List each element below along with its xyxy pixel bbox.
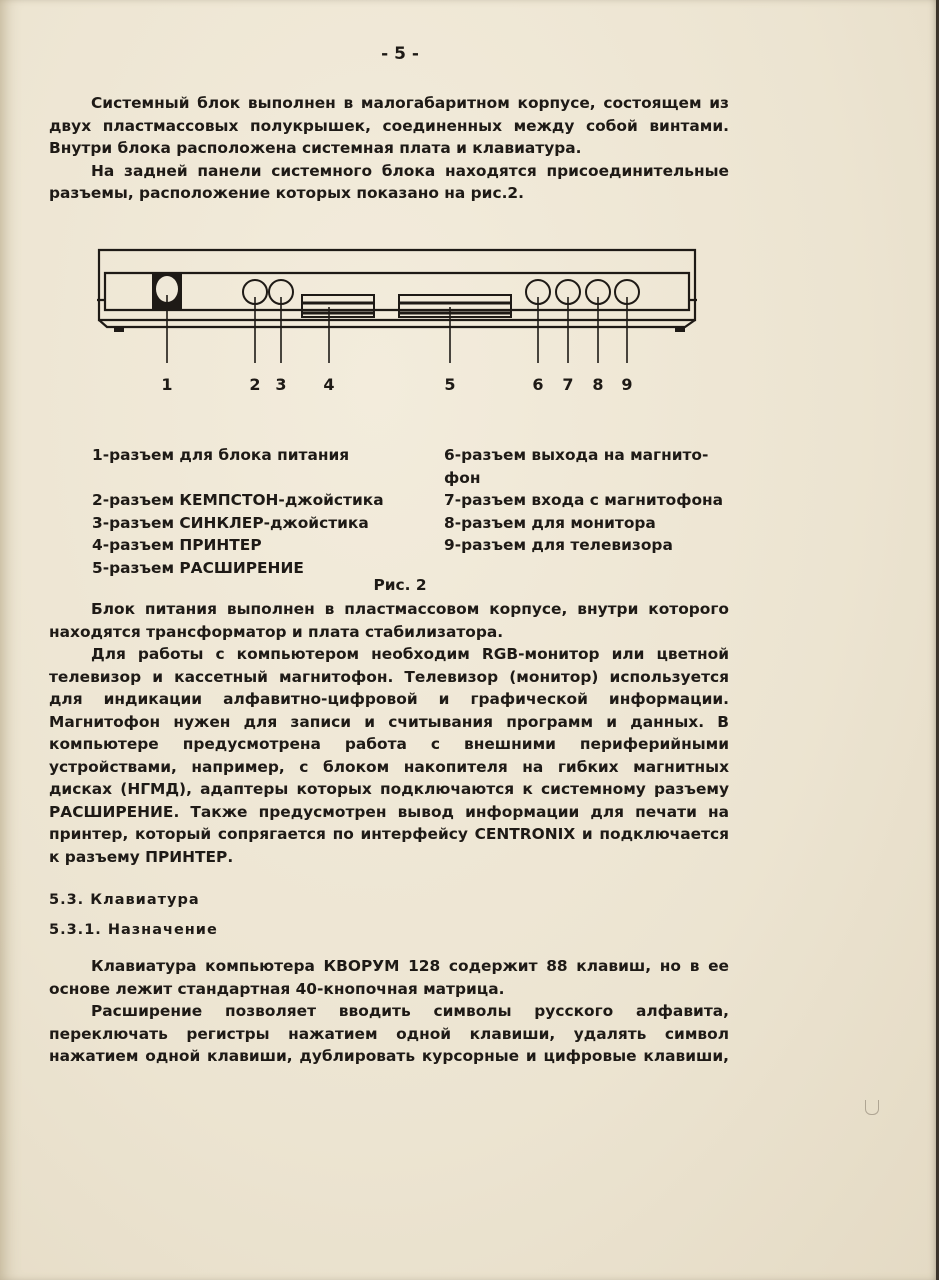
paragraph: Расширение позволяет вводить символы русского алфавита, переключать регистры нажатием одной клавиши, удалять символ нажатием одной клавиши, дублировать курсорные и цифровые клавиши, [49, 1002, 729, 1065]
legend-item: 2-разъем КЕМПСТОН-джойстика [92, 491, 384, 509]
section-heading: 5.3. Клавиатура [49, 892, 200, 908]
connector-label: 4 [323, 375, 335, 394]
connector-label: 6 [532, 375, 544, 394]
legend-item: 8-разъем для монитора [444, 513, 656, 532]
paragraph: Клавиатура компьютера КВОРУМ 128 содержит 88 клавиш, но в ее основе лежит стандартная 40-кнопочная матрица. [49, 957, 729, 998]
legend-item: 4-разъем ПРИНТЕР [92, 536, 262, 554]
paragraph: На задней панели системного блока находятся присоединительные разъемы, расположение которых показано на рис.2. [49, 161, 729, 202]
paragraph: Блок питания выполнен в пластмассовом корпусе, внутри которого находятся трансформатор и плата стабилизатора. [49, 600, 729, 641]
subsection-heading: 5.3.1. Назначение [49, 922, 218, 938]
intro-text [49, 92, 729, 205]
connector-label: 7 [562, 375, 574, 394]
connector-label: 9 [621, 375, 633, 394]
connector-label: 1 [161, 375, 173, 394]
body-text [49, 598, 729, 868]
legend-item: 6-разъем выхода на магнито-фон [444, 446, 709, 487]
printer-connector [302, 295, 374, 317]
figure-caption: Рис. 2 [373, 576, 427, 594]
paper-mark [865, 1100, 879, 1115]
expansion-connector [399, 295, 511, 317]
connector-label: 3 [275, 375, 287, 394]
page-number: - 5 - [381, 44, 419, 64]
foot-left [114, 327, 124, 332]
legend-left [92, 444, 442, 579]
legend-item: 9-разъем для телевизора [444, 536, 673, 554]
connector-label: 5 [444, 375, 456, 394]
paragraph: Для работы с компьютером необходим RGB-монитор или цветной телевизор и кассетный магнитофон. Телевизор (монитор) используется для индикации алфавитно-цифровой и графической информации. Магнитофон нужен для записи и считывания программ и данных. В компьютере предусмотрена работа с внешними периферийными устройствами, например, с блоком накопителя на гибких магнитных дисках (НГМД), адаптеры которых подключаются к системному разъему РАСШИРЕНИЕ. Также предусмотрен вывод информации для печати на принтер, который сопрягается по интерфейсу CENTRONIX и подключается к разъему ПРИНТЕР. [49, 645, 729, 866]
paragraph: Системный блок выполнен в малогабаритном корпусе, состоящем из двух пластмассовых полукрышек, соединенных между собой винтами. Внутри блока расположена системная плата и клавиатура. [49, 94, 729, 157]
legend-item: 1-разъем для блока питания [92, 446, 350, 464]
legend-item: 5-разъем РАСШИРЕНИЕ [92, 558, 304, 577]
legend-right [444, 444, 744, 557]
legend-item: 7-разъем входа с магнитофона [444, 491, 724, 509]
rear-panel-diagram [92, 245, 712, 405]
legend-item: 3-разъем СИНКЛЕР-джойстика [92, 513, 369, 532]
connector-label: 8 [592, 375, 604, 394]
section-text [49, 955, 729, 1068]
foot-right [675, 327, 685, 332]
connector-label: 2 [249, 375, 261, 394]
